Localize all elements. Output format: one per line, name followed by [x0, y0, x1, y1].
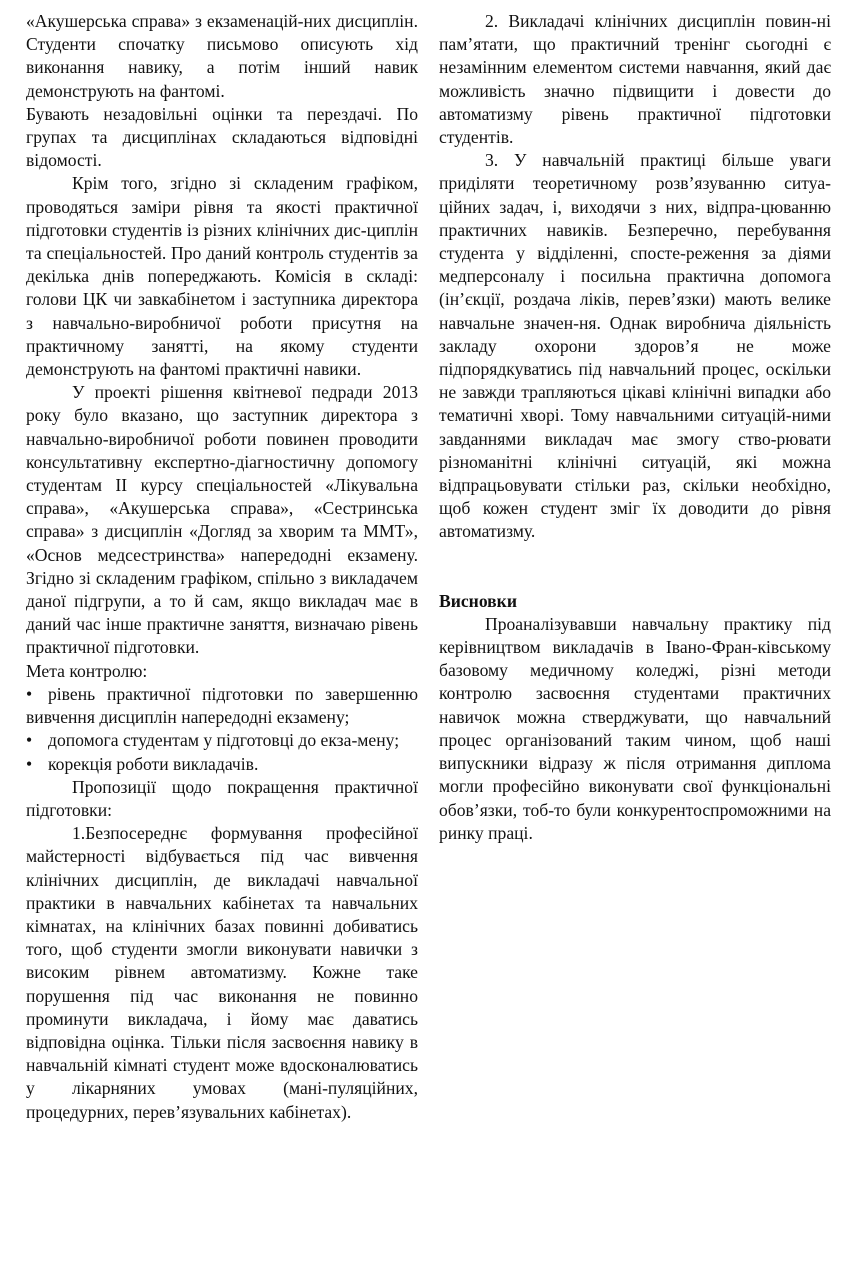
- bullet-item: [26, 729, 418, 752]
- paragraph-control-goal: Мета контролю:: [26, 660, 148, 681]
- section-heading-conclusions: Висновки: [439, 590, 517, 611]
- left-column: [26, 10, 418, 1124]
- bullet-icon: •: [26, 683, 33, 704]
- bullet-item: [26, 683, 418, 729]
- paragraph-proposals: Пропозиції щодо покращення практичної підготовки:: [26, 776, 418, 820]
- paragraph-proposal-3: 3. У навчальній практиці більше уваги приділяти теоретичному розв’язуванню ситуа-ційних задач, і, виходячи з них, відпра-цюванню практичних навиків. Безперечно, перебування студента у відділенні, спосте-реження за діями медперсоналу і посильна практична допомога (ін’єкції, роздача ліків, перев’язки) мають велике навчальне значен-ня. Однак виробнича діяльність закладу охорони здоров’я не може підпорядкуватись під навчальний процес, оскільки не завжди трапляються цікаві клінічні випадки або тематичні хворі. Тому навчальними ситуацій-ними завданнями викладач має змогу ство-рювати різноманітні клінічні ситуацій, які можна відпрацьовувати стільки раз, скільки необхідно, щоб кожен студент зміг їх доводити до рівня автоматизму.: [439, 150, 831, 542]
- bullet-text: допомога студентам у підготовці до екза-мену;: [48, 730, 400, 751]
- bullet-text: корекція роботи викладачів.: [48, 753, 259, 774]
- paragraph-proposal-2: 2. Викладачі клінічних дисциплін повин-ні пам’ятати, що практичний тренінг сьогодні є незамінним елементом системи навчання, який дає можливість значно підвищити і довести до автоматизму рівень практичної підготовки студентів.: [439, 11, 831, 148]
- bullet-icon: •: [26, 753, 33, 774]
- bullet-icon: •: [26, 730, 33, 751]
- bullet-text: рівень практичної підготовки по завершенню вивчення дисциплін напередодні екзамену;: [26, 683, 418, 728]
- paragraph-continuation: «Акушерська справа» з екзаменацій-них дисциплін. Студенти спочатку письмово описують хід виконання навику, а потім інший навик демонструють на фантомі.: [26, 11, 418, 101]
- paragraph-council-decision: У проекті рішення квітневої педради 2013 року було вказано, що заступник директора з навчально-виробничої роботи повинен проводити консультативну експертно-діагностичну допомогу студентам II курсу спеціальностей «Лікувальна справа», «Акушерська справа», «Сестринська справа» з дисциплін «Догляд за хворим та ММТ», «Основ медсестринства» напередодні екзамену. Згідно зі складеним графіком, спільно з викладачем даної підгрупи, а то й сам, якщо викладач має в даний час інше практичне заняття, визначаю рівень практичної підготовки.: [26, 382, 418, 658]
- right-column: [439, 10, 831, 845]
- bullet-item: [26, 753, 418, 776]
- paragraph-measurements: Крім того, згідно зі складеним графіком, проводяться заміри рівня та якості практичної підготовки студентів із різних клінічних дис-циплін та спеціальностей. Про даний контроль студентів за декілька днів попереджають. Комісія в складі: голови ЦК чи завкабінетом і заступника директора з навчально-виробничої роботи присутня на практичному занятті, на якому студенти демонструють на фантомі практичні навики.: [26, 173, 418, 380]
- paragraph-proposal-1: 1.Безпосереднє формування професійної майстерності відбувається під час вивчення клінічних дисциплін, де викладачі навчальної практики в навчальних кабінетах та навчальних кімнатах, на клінічних базах повинні добиватись того, щоб студенти змогли виконувати навички з високим рівнем автоматизму. Кожне таке порушення під час виконання не повинно проминути викладача, і йому має даватись відповідна оцінка. Тільки після засвоєння навику в навчальній кімнаті студент може вдосконалюватись у лікарняних умовах (мані-пуляційних, процедурних, перев’язувальних кабінетах).: [26, 823, 418, 1122]
- paragraph-retakes: Бувають незадовільні оцінки та перездачі. По групах та дисциплінах складаються відповідні відомості.: [26, 103, 418, 171]
- paragraph-conclusions: Проаналізувавши навчальну практику під керівництвом викладачів в Івано-Фран-ківському базовому медичному коледжі, різні методи контролю засвоєння студентами практичних навичок можна стверджувати, що навчальний процес організований таким чином, щоб наші випускники відразу ж після отримання диплома могли професійно виконувати свої функціональні обов’язки, тоб-то були конкурентоспроможними на ринку праці.: [439, 613, 831, 843]
